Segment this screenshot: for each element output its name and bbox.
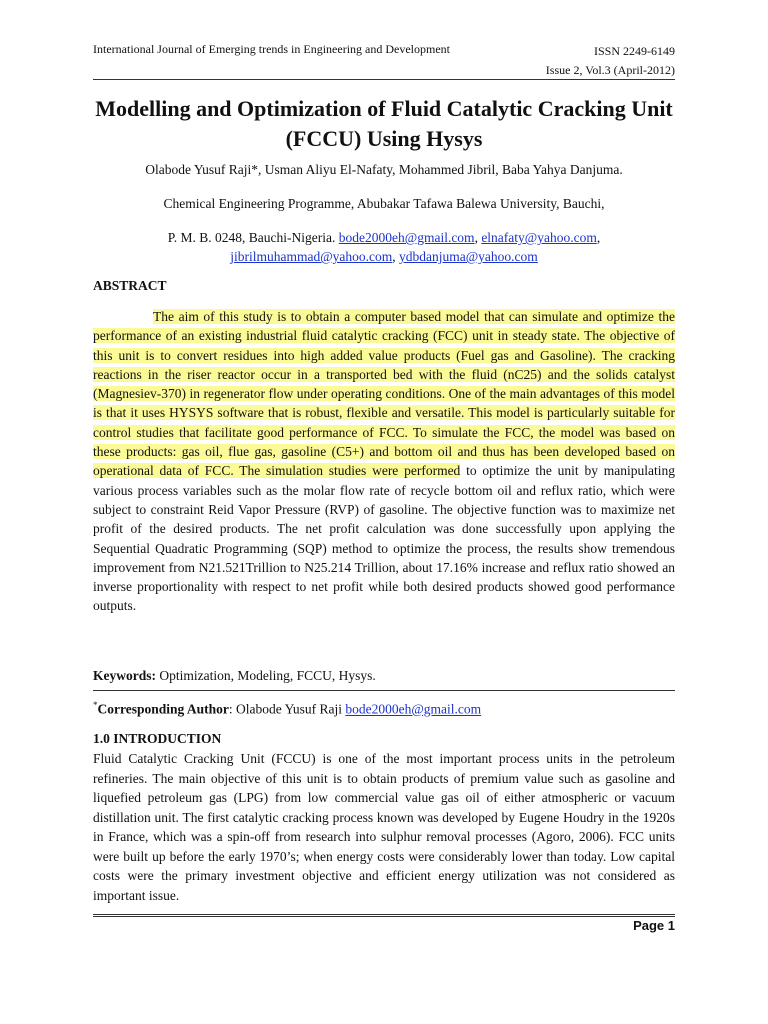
journal-name: International Journal of Emerging trends in Engineering and Development: [93, 42, 451, 56]
contact-block: P. M. B. 0248, Bauchi-Nigeria. bode2000eh@gmail.com, elnafaty@yahoo.com, jibrilmuhammad@yahoo.com, ydbdanjuma@yahoo.com: [167, 230, 601, 264]
paper-title: Modelling and Optimization of Fluid Catalytic Cracking Unit (FCCU) Using Hysys: [95, 96, 673, 151]
postal-address: P. M. B. 0248, Bauchi-Nigeria.: [167, 230, 336, 245]
page-number: Page 1: [633, 918, 675, 933]
header-divider: [93, 79, 675, 80]
abstract-text-content: The aim of this study is to obtain a computer based model that can simulate and optimize the performance of an existing industrial fluid catalytic cracking (FCC) unit in steady state. The objective of this unit is to convert residues into high added value products (Fuel gas and Gasoline). The cracking reactions in the riser reactor occur in a transported bed with the fluid (nC25) and the solids catalyst (Magnesiev-370) in regenerator flow under operating conditions. One of the main advantages of this model is that it uses HYSYS software that is robust, flexible and versatile. This model is particularly suitable for control studies that facilitate good performance of FCC. To simulate the FCC, the model was based on these products: gas oil, flue gas, gasoline (C5+) and bottom oil and thus has been developed based on operational data of FCC. The simulation studies were performed to optimize the unit by manipulating various process variables such as the molar flow rate of recycle bottom oil and reflux ratio, which were subject to constraint Reid Vapor Pressure (RVP) of gasoline. The objective function was to maximize net profit of the desired products. The net profit calculation was done successfully upon applying the Sequential Quadratic Programming (SQP) method to optimize the process, the results show tremendous improvement from N21.521Trillion to N25.214 Trillion, about 17.16% increase and reflux ratio showed an inverse proportionality with respect to net profit while both desired products showed good performance outputs.: [93, 309, 675, 614]
email-link-2[interactable]: elnafaty@yahoo.com: [481, 230, 597, 245]
issn: ISSN 2249-6149: [593, 44, 675, 58]
keywords: [93, 668, 376, 684]
email-link-1[interactable]: bode2000eh@gmail.com: [338, 230, 475, 245]
abstract-heading: ABSTRACT: [93, 278, 167, 293]
keywords-divider: [93, 690, 675, 691]
footer-divider: [93, 914, 675, 919]
corresponding-name: : Olabode Yusuf Raji: [228, 701, 343, 717]
corresponding-author: [93, 700, 481, 718]
corresponding-mark: *: [93, 700, 98, 710]
email-link-3[interactable]: jibrilmuhammad@yahoo.com: [230, 249, 393, 264]
corresponding-email[interactable]: bode2000eh@gmail.com: [345, 701, 482, 717]
keywords-label: Keywords:: [93, 668, 156, 683]
journal-issn-issue: [546, 42, 675, 80]
abstract-text: [93, 307, 675, 616]
affiliation: Chemical Engineering Programme, Abubakar Tafawa Balewa University, Bauchi,: [163, 196, 605, 211]
introduction-heading: 1.0 INTRODUCTION: [93, 731, 222, 746]
introduction-text: Fluid Catalytic Cracking Unit (FCCU) is one of the most important process units in the petroleum refineries. The main objective of this unit is to obtain products of premium value such as gasoline and liquefied petroleum gas (LPG) from low commercial value gas oil of either atmospheric or vacuum distillation unit. The first catalytic cracking process known was developed by Eugene Houdry in the 1920s in France, which was a spin-off from research into sulphur removal processes (Agoro, 2006). FCC units were built up before the early 1970’s; when energy costs were considerably lower than today. Low capital costs were the primary investment objective and efficient energy utilization was not considered as important issue.: [93, 751, 675, 903]
issue: Issue 2, Vol.3 (April-2012): [545, 63, 675, 77]
keywords-list: Optimization, Modeling, FCCU, Hysys.: [159, 668, 376, 683]
author-list: Olabode Yusuf Raji*, Usman Aliyu El-Nafaty, Mohammed Jibril, Baba Yahya Danjuma.: [145, 162, 623, 177]
email-link-4[interactable]: ydbdanjuma@yahoo.com: [399, 249, 538, 264]
corresponding-label: Corresponding Author: [97, 701, 229, 717]
